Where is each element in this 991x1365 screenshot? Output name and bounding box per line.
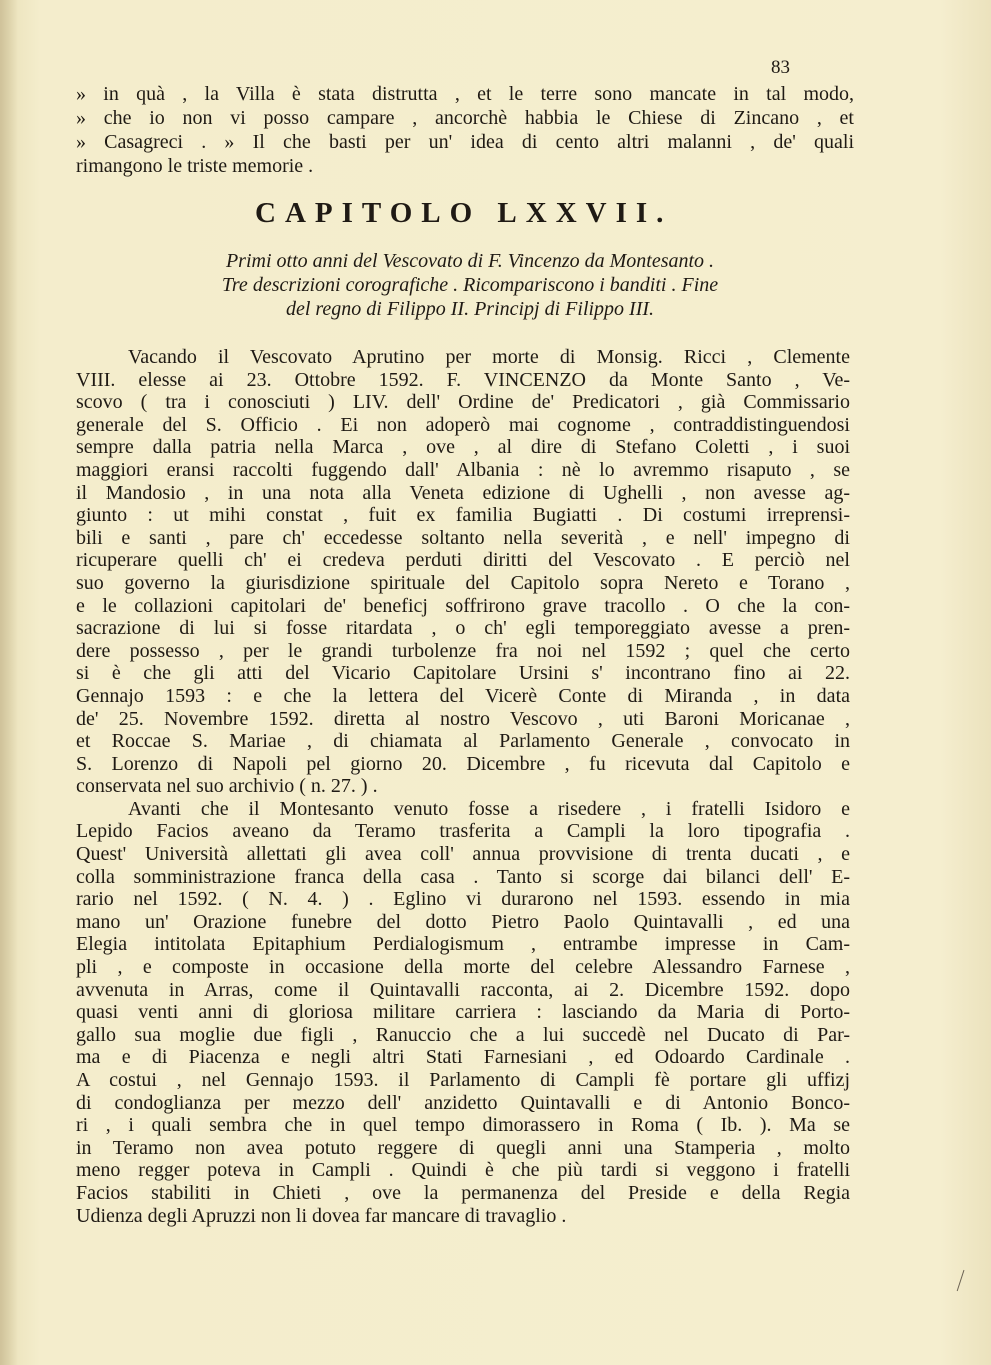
body-line: conservata nel suo archivio ( n. 27. ) . bbox=[76, 775, 378, 798]
body-line: maggiori eransi raccolti fuggendo dall' Albania : nè lo avremmo risaputo , se bbox=[76, 458, 850, 481]
body-line: suo governo la giurisdizione spirituale del Capitolo sopra Nereto e Torano , bbox=[76, 571, 850, 594]
body-line: Elegia intitolata Epitaphium Perdialogismum , entrambe impresse in Cam- bbox=[76, 933, 850, 956]
body-line: si è che gli atti del Vicario Capitolare Ursini s' incontrano fino ai 22. bbox=[76, 662, 850, 685]
body-line: Vacando il Vescovato Aprutino per morte di Monsig. Ricci , Clemente bbox=[128, 346, 850, 368]
body-line: sacrazione di lui si fosse ritardata , o ch' egli temporeggiato avesse a pren- bbox=[76, 617, 850, 640]
body-line: quasi venti anni di gloriosa militare carriera : lasciando da Maria di Porto- bbox=[76, 1001, 850, 1024]
body-line: di condoglianza per mezzo dell' anzidetto Quintavalli e di Antonio Bonco- bbox=[76, 1091, 850, 1114]
quote-line: » che io non vi posso campare , ancorchè habbia le Chiese di Zincano , et bbox=[76, 107, 854, 129]
body-line: ma e di Piacenza e negli altri Stati Farnesiani , ed Odoardo Cardinale . bbox=[76, 1046, 850, 1069]
body-line: in Teramo non avea potuto reggere di quegli anni una Stamperia , molto bbox=[76, 1136, 850, 1159]
margin-pencil-mark bbox=[957, 1270, 968, 1292]
body-line: bili e santi , pare ch' eccedesse soltanto nella severità , e nell' impegno di bbox=[76, 526, 850, 549]
quote-line: rimangono le triste memorie . bbox=[76, 155, 314, 177]
page-spine-shadow bbox=[0, 0, 18, 1365]
quoted-passage bbox=[76, 82, 854, 178]
body-line: et Roccae S. Mariae , di chiamata al Parlamento Generale , convocato in bbox=[76, 730, 850, 753]
body-line: avvenuta in Arras, come il Quintavalli racconta, ai 2. Dicembre 1592. dopo bbox=[76, 978, 850, 1001]
body-line: pli , e composte in occasione della morte del celebre Alessandro Farnese , bbox=[76, 956, 850, 979]
body-line: generale del S. Officio . Ei non adoperò mai cognome , contraddistinguendosi bbox=[76, 413, 850, 436]
summary-line: Tre descrizioni corografiche . Ricompariscono i banditi . Fine bbox=[221, 274, 719, 296]
body-line: giunto : ut mihi constat , fuit ex familia Bugiatti . Di costumi irreprensi- bbox=[76, 504, 850, 527]
summary-line: del regno di Filippo II. Principj di Filippo III. bbox=[285, 298, 655, 320]
body-line: Facios stabiliti in Chieti , ove la permanenza del Preside e della Regia bbox=[76, 1181, 850, 1204]
body-line: VIII. elesse ai 23. Ottobre 1592. F. VINCENZO da Monte Santo , Ve- bbox=[76, 368, 850, 391]
page-number: 83 bbox=[771, 57, 790, 78]
quote-line: » in quà , la Villa è stata distrutta , et le terre sono mancate in tal modo, bbox=[76, 83, 854, 105]
body-line: rario nel 1592. ( N. 4. ) . Eglino vi durarono nel 1593. essendo in mia bbox=[76, 888, 850, 911]
chapter-summary bbox=[100, 249, 840, 321]
body-line: Quest' Università allettati gli avea coll' annua provvisione di trenta ducati , e bbox=[76, 843, 850, 866]
body-line: Lepido Facios aveano da Teramo trasferita a Campli la loro tipografia . bbox=[76, 820, 850, 843]
body-line: mano un' Orazione funebre del dotto Pietro Paolo Quintavalli , ed una bbox=[76, 910, 850, 933]
body-line: dere possesso , per le grandi turbolenze fra noi nel 1592 ; quel che certo bbox=[76, 639, 850, 662]
body-line: ri , i quali sembra che in quel tempo dimorassero in Roma ( Ib. ). Ma se bbox=[76, 1114, 850, 1137]
body-line: scovo ( tra i conosciuti ) LIV. dell' Ordine de' Predicatori , già Commissario bbox=[76, 391, 850, 414]
body-line: e le collazioni capitolari de' beneficj soffrirono grave tracollo . O che la con- bbox=[76, 594, 850, 617]
quote-line: » Casagreci . » Il che basti per un' idea di cento altri malanni , de' quali bbox=[76, 131, 854, 153]
body-line: S. Lorenzo di Napoli pel giorno 20. Dicembre , fu ricevuta dal Capitolo e bbox=[76, 752, 850, 775]
body-line: ricuperare quelli ch' ei credeva perduti diritti del Vescovato . E perciò nel bbox=[76, 549, 850, 572]
body-line: de' 25. Novembre 1592. diretta al nostro Vescovo , uti Baroni Moricanae , bbox=[76, 707, 850, 730]
chapter-heading: CAPITOLO LXXVII. bbox=[255, 197, 673, 229]
body-line: A costui , nel Gennajo 1593. il Parlamento di Campli fè portare gli uffizj bbox=[76, 1069, 850, 1091]
body-line: gallo sua moglie due figli , Ranuccio che a lui succedè nel Ducato di Par- bbox=[76, 1023, 850, 1046]
body-line: colla somministrazione franca della casa . Tanto si scorge dai bilanci dell' E- bbox=[76, 865, 850, 888]
body-line: Udienza degli Apruzzi non li dovea far mancare di travaglio . bbox=[76, 1204, 567, 1227]
body-line: meno regger poteva in Campli . Quindi è che più tardi si veggono i fratelli bbox=[76, 1159, 850, 1182]
body-line: Gennajo 1593 : e che la lettera del Vicerè Conte di Miranda , in data bbox=[76, 684, 850, 707]
body-line: sempre dalla patria nella Marca , ove , al dire di Stefano Coletti , i suoi bbox=[76, 436, 850, 459]
body-line: il Mandosio , in una nota alla Veneta edizione di Ughelli , non avesse ag- bbox=[76, 481, 850, 504]
summary-line: Primi otto anni del Vescovato di F. Vincenzo da Montesanto . bbox=[225, 250, 715, 272]
chapter-body bbox=[76, 346, 850, 1227]
body-line: Avanti che il Montesanto venuto fosse a risedere , i fratelli Isidoro e bbox=[128, 797, 850, 820]
